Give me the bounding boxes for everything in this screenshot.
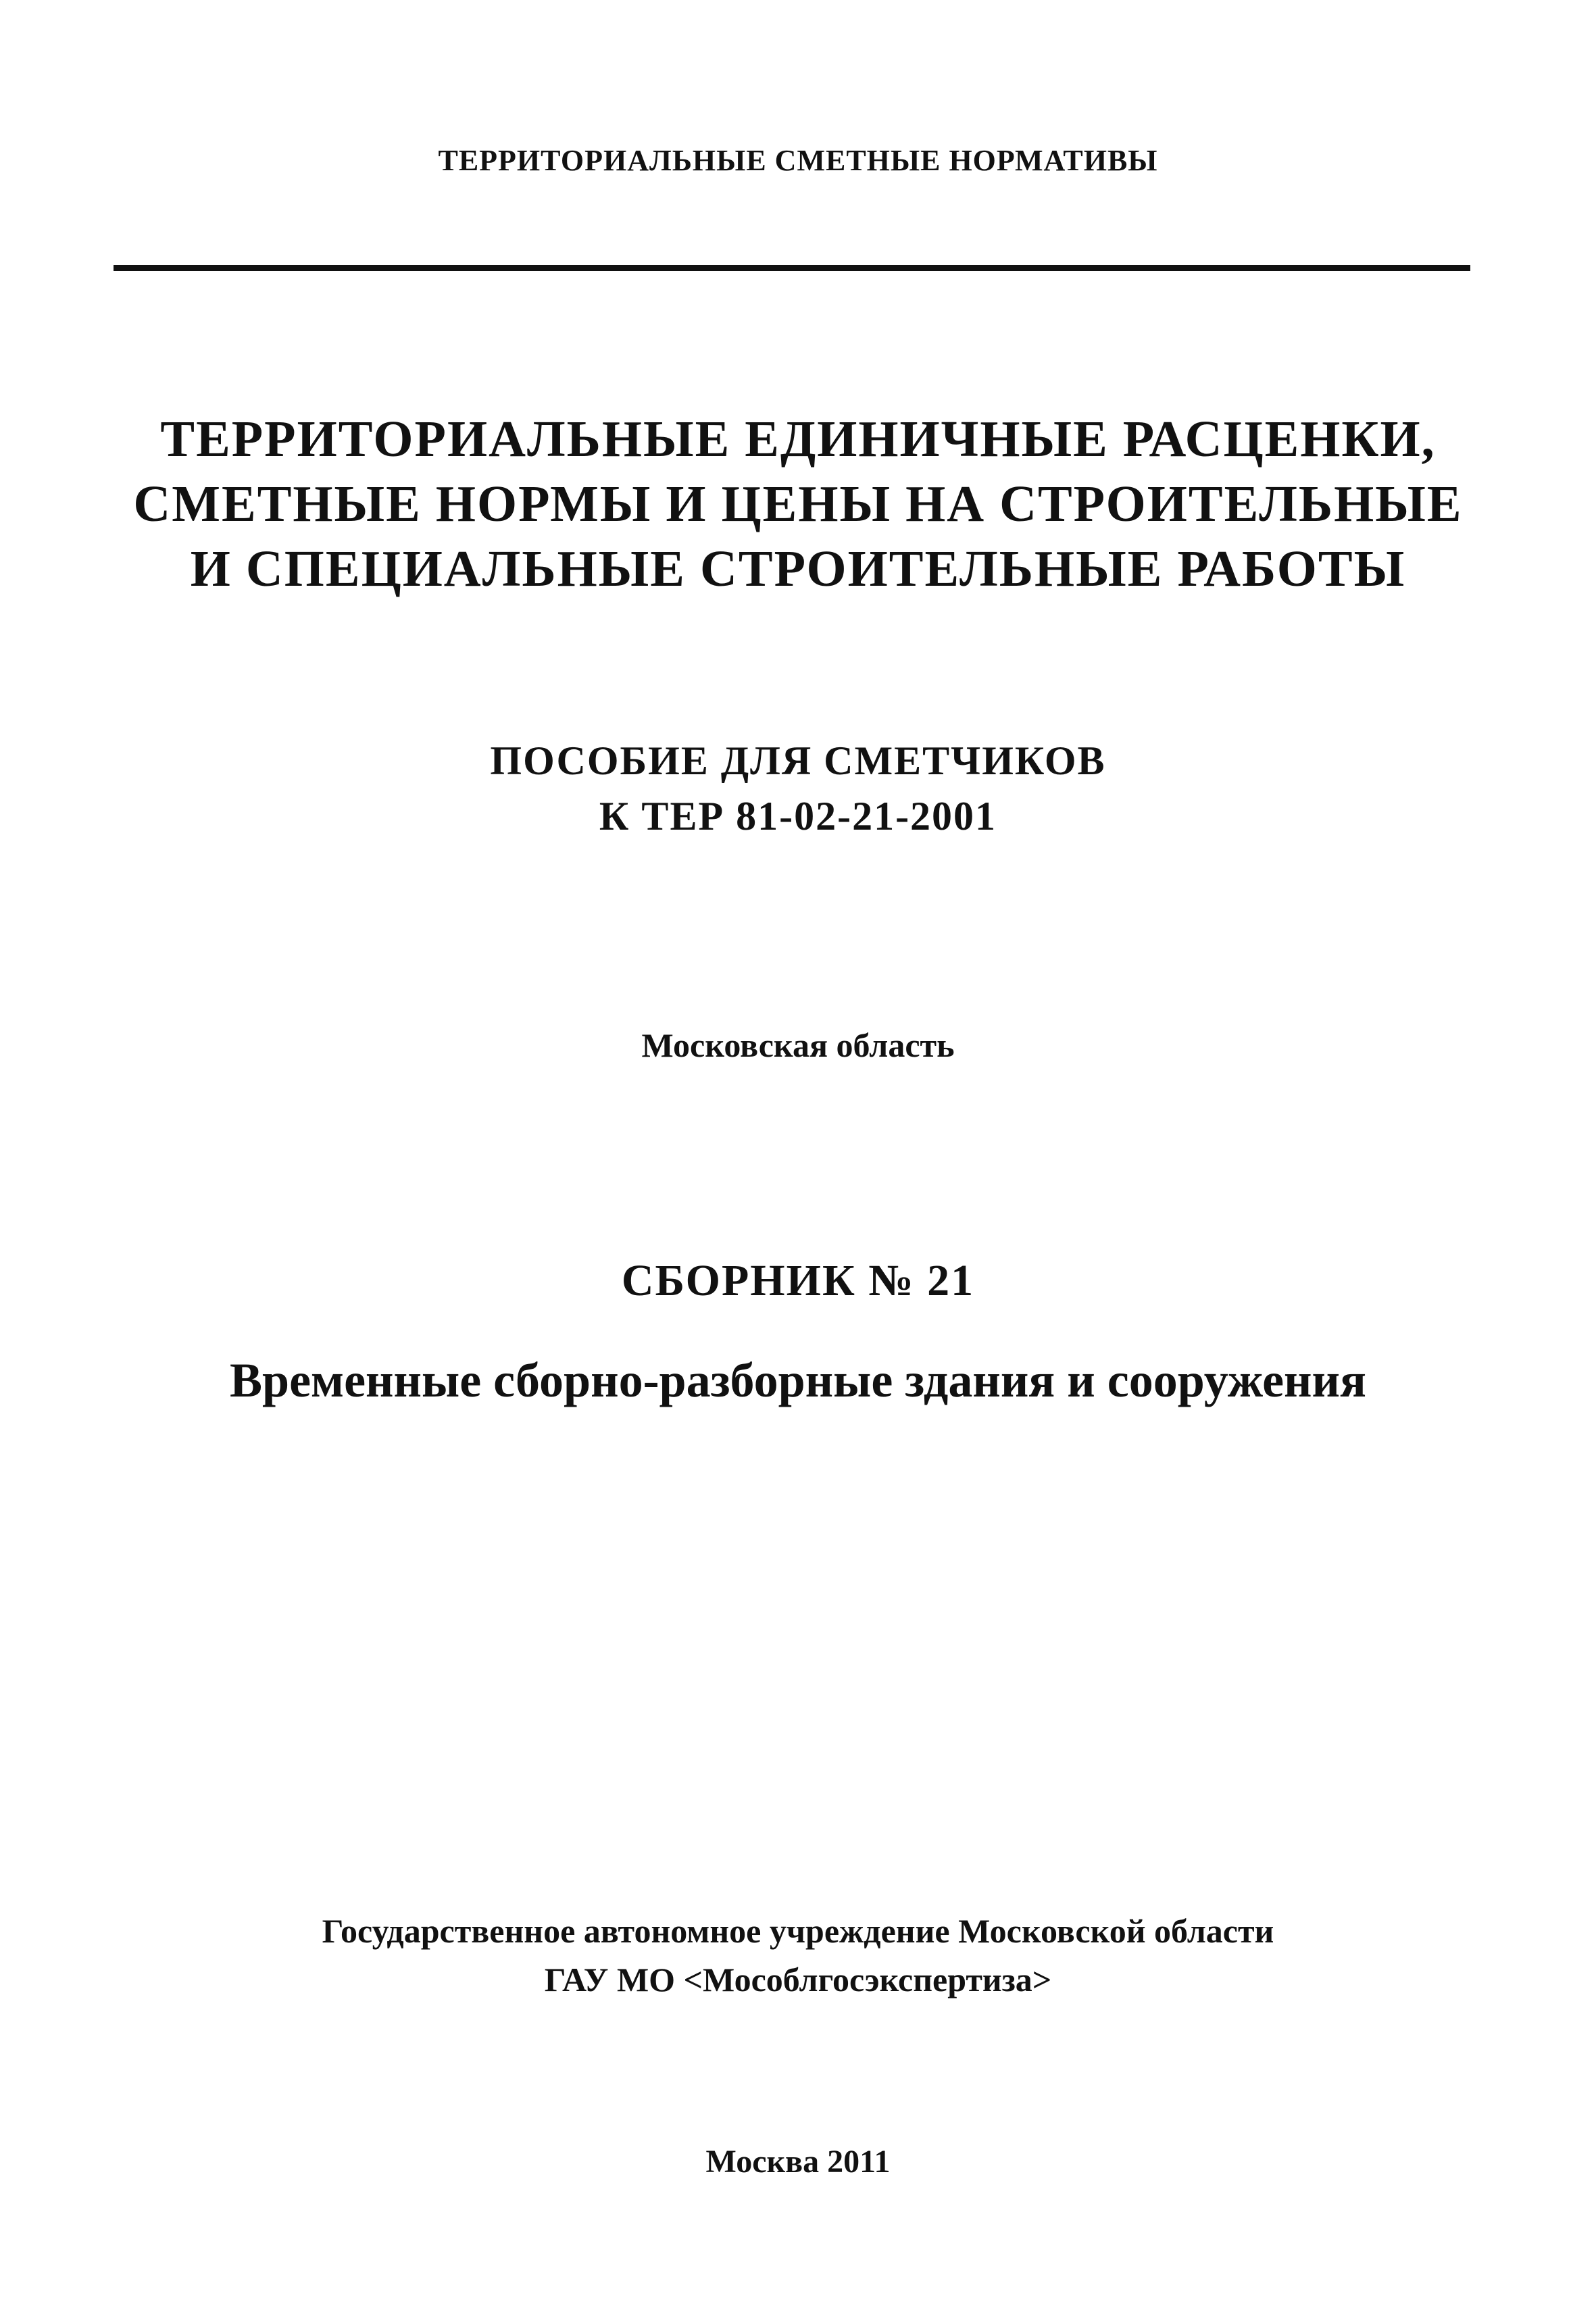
region-label: Московская область bbox=[641, 1026, 955, 1064]
collection-number: СБОРНИК № 21 bbox=[621, 1256, 975, 1305]
subtitle-line: ПОСОБИЕ ДЛЯ СМЕТЧИКОВ bbox=[490, 738, 1106, 783]
publisher-line: ГАУ МО <Мособлгосэкспертиза> bbox=[544, 1961, 1052, 1998]
main-title-line: И СПЕЦИАЛЬНЫЕ СТРОИТЕЛЬНЫЕ РАБОТЫ bbox=[190, 540, 1406, 597]
subtitle-line: К ТЕР 81-02-21-2001 bbox=[599, 794, 997, 838]
main-title-line: СМЕТНЫЕ НОРМЫ И ЦЕНЫ НА СТРОИТЕЛЬНЫЕ bbox=[133, 476, 1463, 532]
publisher-line: Государственное автономное учреждение Московской области bbox=[322, 1912, 1274, 1950]
collection-name: Временные сборно-разборные здания и сооружения bbox=[230, 1353, 1366, 1407]
series-title: ТЕРРИТОРИАЛЬНЫЕ СМЕТНЫЕ НОРМАТИВЫ bbox=[438, 144, 1158, 177]
horizontal-rule bbox=[114, 265, 1470, 271]
publisher bbox=[0, 1907, 1596, 2004]
main-title-line: ТЕРРИТОРИАЛЬНЫЕ ЕДИНИЧНЫЕ РАСЦЕНКИ, bbox=[160, 411, 1436, 468]
subtitle bbox=[0, 733, 1596, 844]
main-title bbox=[0, 407, 1596, 601]
imprint: Москва 2011 bbox=[705, 2144, 891, 2180]
